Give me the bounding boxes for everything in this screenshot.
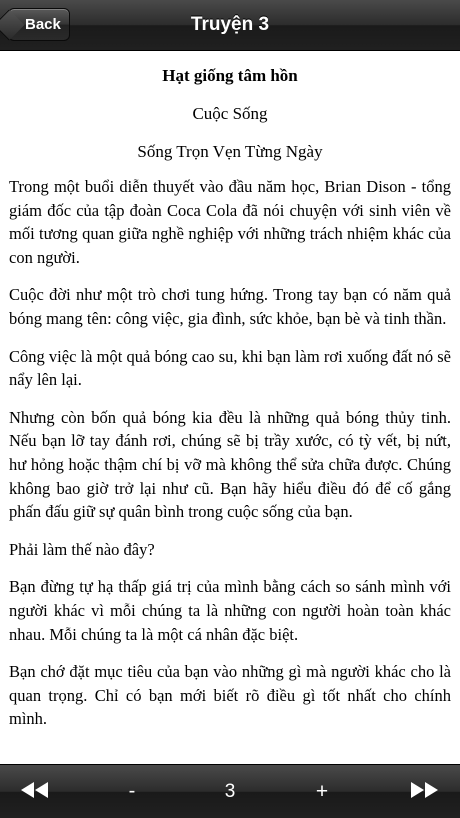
paragraph: Công việc là một quả bóng cao su, khi bạn làm rơi xuống đất nó sẽ nẩy lên lại. (9, 346, 451, 390)
page-number: 3 (224, 781, 236, 802)
chapter-title: Cuộc Sống (192, 104, 268, 123)
fast-forward-icon (409, 781, 439, 799)
paragraph: Trong một buổi diễn thuyết vào đầu năm học, Brian Dison - tổng giám đốc của tập đoàn Coca Cola đã nói chuyện với sinh viên về mối tương quan giữa nghề nghiệp với những trách nhiệm khác của con người. (9, 177, 451, 267)
previous-page-button[interactable] (10, 765, 60, 818)
book-title: Hạt giống tâm hồn (162, 66, 298, 85)
increase-font-button[interactable]: + (315, 780, 329, 803)
paragraph: Cuộc đời như một trò chơi tung hứng. Trong tay bạn có năm quả bóng mang tên: công việc, gia đình, sức khỏe, bạn bè và tinh thần. (9, 285, 451, 328)
page-title: Truyện 3 (190, 14, 270, 35)
paragraph: Bạn chớ đặt mục tiêu của bạn vào những gì mà người khác cho là quan trọng. Chỉ có bạn mới biết rõ điều gì tốt nhất cho chính mình. (9, 662, 451, 729)
paragraph: Phải làm thế nào đây? (9, 539, 155, 559)
bottom-toolbar (0, 764, 460, 818)
navigation-bar (0, 0, 460, 51)
story-body (0, 175, 460, 731)
back-button-label: Back (25, 16, 61, 33)
paragraph: Nhưng còn bốn quả bóng kia đều là những quả bóng thủy tinh. Nếu bạn lỡ tay đánh rơi, chúng sẽ bị trầy xước, có tỳ vết, bị nứt, hư hỏng hoặc thậm chí bị vỡ mà không thể sửa chữa được. Chúng không bao giờ trở lại như cũ. Bạn hãy hiểu điều đó để cố gắng phấn đấu giữ sự quân bình trong cuộc sống của bạn. (9, 407, 451, 522)
rewind-icon (20, 781, 50, 799)
back-button[interactable] (8, 8, 70, 41)
paragraph: Bạn đừng tự hạ thấp giá trị của mình bằng cách so sánh mình với người khác vì mỗi chúng ta là những con người hoàn toàn khác nhau. Mỗi chúng ta là một cá nhân đặc biệt. (9, 577, 451, 644)
back-arrow-shape (0, 9, 25, 40)
story-title: Sống Trọn Vẹn Từng Ngày (137, 142, 323, 161)
story-content[interactable] (0, 51, 460, 765)
decrease-font-button[interactable]: - (128, 780, 136, 802)
next-page-button[interactable] (398, 765, 450, 818)
